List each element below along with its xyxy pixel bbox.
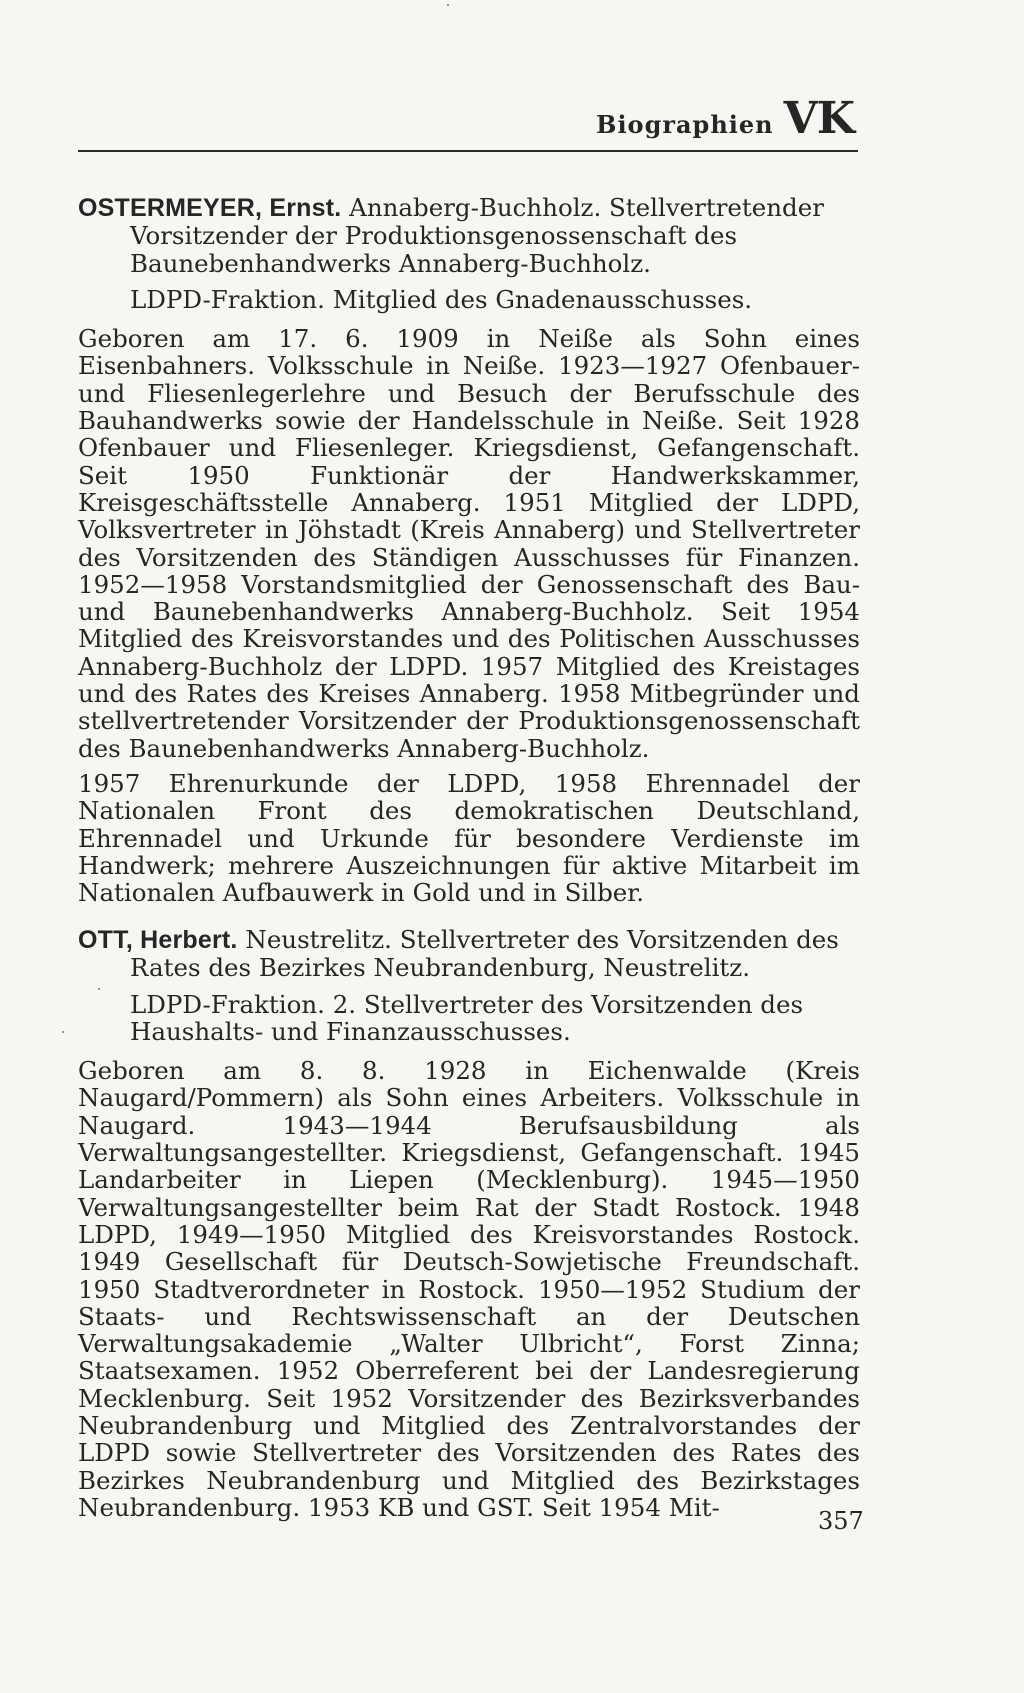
person-position: Neustrelitz. Stellvertreter des Vorsitzenden des Rates des Bezirkes Neubrandenburg, Neustrelitz. xyxy=(130,925,839,983)
person-name: OSTERMEYER, Ernst. xyxy=(78,194,342,222)
fraction-membership: LDPD-Fraktion. 2. Stellvertreter des Vorsitzenden des Haushalts- und Finanzausschusses. xyxy=(130,989,804,1046)
header-text xyxy=(596,93,854,144)
entry-lead xyxy=(78,926,860,982)
volume-mark: VK xyxy=(783,93,854,144)
biography-entry xyxy=(78,194,860,906)
running-title: Biographien xyxy=(596,110,774,139)
fraction-membership: LDPD-Fraktion. Mitglied des Gnadenausschusses. xyxy=(130,284,753,314)
awards-text: 1957 Ehrenurkunde der LDPD, 1958 Ehrennadel der Nationalen Front des demokratischen Deutschland, Ehrennadel und Urkunde für besondere Verdienste im Handwerk; mehrere Auszeichnungen für aktive Mitarbeit im Nationalen Aufbauwerk in Gold und in Silber. xyxy=(78,768,860,908)
page-header xyxy=(78,93,858,152)
biography-entry xyxy=(78,926,860,1521)
person-name: OTT, Herbert. xyxy=(78,926,238,954)
biography-text: Geboren am 17. 6. 1909 in Neiße als Sohn eines Eisenbahners. Volksschule in Neiße. 1923—1927 Ofenbauer- und Fliesenlegerlehre und Besuch der Berufsschule des Bauhandwerks sowie der Handelsschule in Neiße. Seit 1928 Ofenbauer und Fliesenleger. Kriegsdienst, Gefangenschaft. Seit 1950 Funktionär der Handwerkskammer, Kreisgeschäftsstelle Annaberg. 1951 Mitglied der LDPD, Volksvertreter in Jöhstadt (Kreis Annaberg) und Stellvertreter des Vorsitzenden des Ständigen Ausschusses für Finanzen. 1952—1958 Vorstandsmitglied der Genossenschaft des Bau- und Baunebenhandwerks Annaberg-Buchholz. Seit 1954 Mitglied des Kreisvorstandes und des Politischen Ausschusses Annaberg-Buchholz der LDPD. 1957 Mitglied des Kreistages und des Rates des Kreises Annaberg. 1958 Mitbegründer und stellvertretender Vorsitzender der Produktionsgenossenschaft des Baunebenhandwerks Annaberg-Buchholz. xyxy=(78,324,860,763)
dust-speck xyxy=(447,4,449,6)
page-number: 357 xyxy=(818,1507,864,1535)
biography-text: Geboren am 8. 8. 1928 in Eichenwalde (Kreis Naugard/Pommern) als Sohn eines Arbeiters. Volksschule in Naugard. 1943—1944 Berufsausbildung als Verwaltungsangestellter. Kriegsdienst, Gefangenschaft. 1945 Landarbeiter in Liepen (Mecklenburg). 1945—1950 Verwaltungsangestellter beim Rat der Stadt Rostock. 1948 LDPD, 1949—1950 Mitglied des Kreisvorstandes Rostock. 1949 Gesellschaft für Deutsch-Sowjetische Freundschaft. 1950 Stadtverordneter in Rostock. 1950—1952 Studium der Staats- und Rechtswissenschaft an der Deutschen Verwaltungsakademie „Walter Ulbricht“, Forst Zinna; Staatsexamen. 1952 Oberreferent bei der Landesregierung Mecklenburg. Seit 1952 Vorsitzender des Bezirksverbandes Neubrandenburg und Mitglied des Zentralvorstandes der LDPD sowie Stellvertreter des Vorsitzenden des Rates des Bezirkes Neubrandenburg und Mitglied des Bezirkstages Neubrandenburg. 1953 KB und GST. Seit 1954 Mit- xyxy=(78,1056,860,1522)
dust-speck xyxy=(62,1031,64,1033)
person-position: Annaberg-Buchholz. Stellvertretender Vorsitzender der Produktionsgenossenschaft des Baunebenhandwerks Annaberg-Buchholz. xyxy=(130,193,824,278)
entry-lead xyxy=(78,194,860,277)
